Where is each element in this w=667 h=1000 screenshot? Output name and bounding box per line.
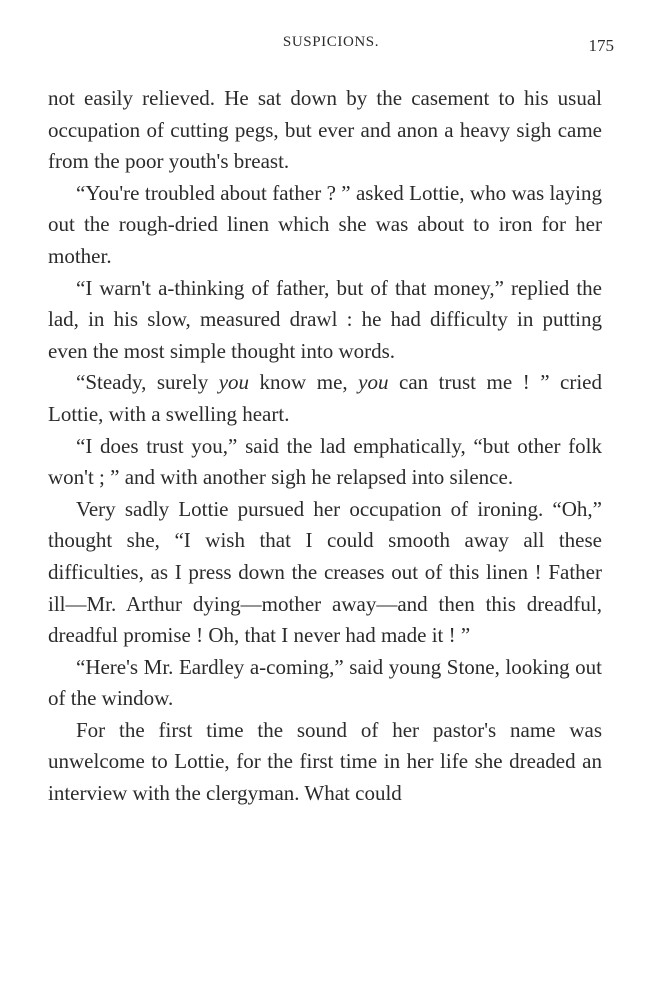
paragraph-2: “You're troubled about father ? ” asked Lottie, who was laying out the rough-dried linen which she was about to iron for her mother. (48, 180, 602, 268)
paragraph-5: “I does trust you,” said the lad emphatically, “but other folk won't ; ” and with another sigh he relapsed into silence. (48, 433, 602, 490)
paragraph-6: Very sadly Lottie pursued her occupation of ironing. “Oh,” thought she, “I wish that I could smooth away all these difficulties, as I press down the creases out of this linen ! Father ill—Mr. Arthur dying—mother away—and then this dreadful, dreadful promise ! Oh, that I never had made it ! ” (48, 496, 602, 648)
running-head (48, 34, 614, 60)
paragraph-4-emphasis-b: you (358, 370, 389, 395)
body-text (48, 83, 602, 810)
paragraph-4-text-c: can trust me ! ” cried Lottie, with a swelling heart. (48, 370, 602, 426)
paragraph-8: For the first time the sound of her pastor's name was unwelcome to Lottie, for the first time in her life she dreaded an interview with the clergyman. What could (48, 717, 602, 806)
running-title: SUSPICIONS. (282, 34, 380, 50)
paragraph-7: “Here's Mr. Eardley a-coming,” said young Stone, looking out of the window. (48, 654, 602, 711)
paragraph-4 (48, 367, 602, 430)
paragraph-4-text-a: “Steady, surely (76, 370, 219, 395)
paragraph-4-emphasis-a: you (218, 370, 250, 395)
paragraph-3: “I warn't a-thinking of father, but of that money,” replied the lad, in his slow, measured drawl : he had difficulty in putting even the most simple thought into words. (48, 275, 602, 363)
paragraph-4-text-b: know me, (249, 370, 359, 395)
page-number: 175 (588, 36, 614, 55)
paragraph-1: not easily relieved. He sat down by the casement to his usual occupation of cutting pegs, but ever and anon a heavy sigh came from the poor youth's breast. (48, 86, 602, 174)
